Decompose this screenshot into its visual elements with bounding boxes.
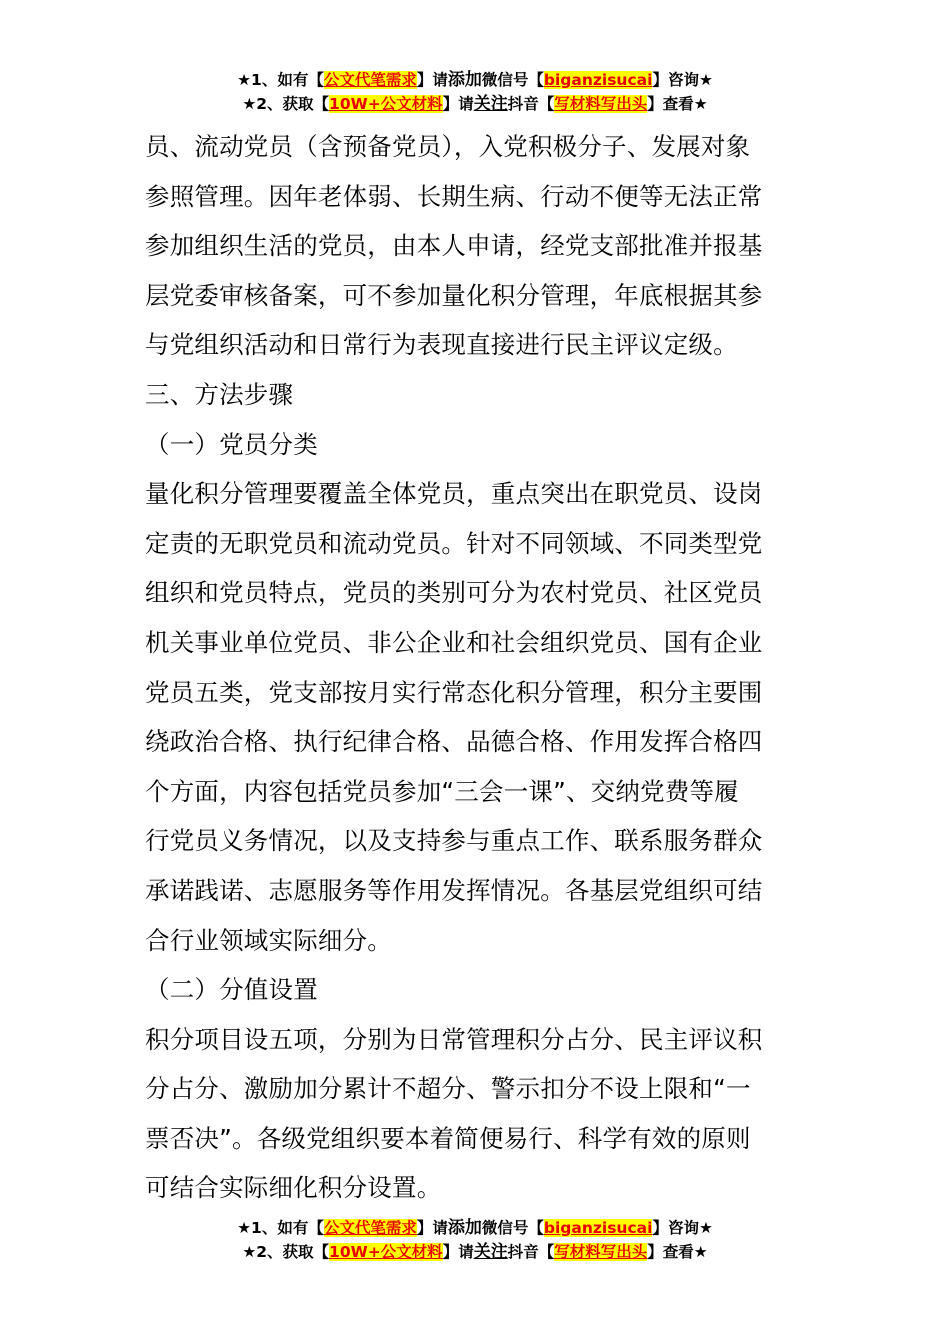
body-line: 参加组织生活的党员，由本人申请，经党支部批准并报基	[145, 231, 763, 261]
emphasis-follow: 关注	[473, 94, 508, 114]
body-line: 票否决”。各级党组织要本着简便易行、科学有效的原则	[145, 1123, 751, 1153]
banner-text: ★1、如有【	[237, 1219, 324, 1237]
highlight-materials: 10W+公文材料	[329, 95, 443, 113]
emphasis-add: 添加	[447, 70, 482, 90]
emphasis-add: 添加	[447, 1218, 482, 1238]
body-line: 积分项目设五项，分别为日常管理积分占分、民主评议积	[145, 1024, 763, 1054]
banner-text: 】咨询★	[652, 1219, 713, 1237]
document-body	[145, 122, 810, 1213]
header-banner	[0, 68, 950, 116]
subsection-heading: （二）分值设置	[145, 975, 318, 1005]
banner-text: 抖音【	[507, 1243, 555, 1261]
banner-text: ★2、获取【	[242, 1243, 330, 1261]
banner-text: 】查看★	[647, 95, 708, 113]
body-line: 机关事业单位党员、非公企业和社会组织党员、国有企业	[145, 627, 763, 657]
banner-text: 微信号【	[481, 71, 544, 89]
body-line: 量化积分管理要覆盖全体党员，重点突出在职党员、设岗	[145, 479, 763, 509]
footer-banner	[0, 1216, 950, 1264]
emphasis-follow: 关注	[473, 1242, 508, 1262]
wechat-id: biganzisucai	[543, 71, 653, 89]
body-line: 个方面，内容包括党员参加“三会一课”、交纳党费等履	[145, 776, 739, 806]
body-line: 可结合实际细化积分设置。	[145, 1173, 442, 1203]
body-line: 参照管理。因年老体弱、长期生病、行动不便等无法正常	[145, 181, 763, 211]
highlight-service: 公文代笔需求	[323, 1219, 417, 1237]
body-line: 与党组织活动和日常行为表现直接进行民主评议定级。	[145, 330, 738, 360]
banner-text: 抖音【	[507, 95, 555, 113]
body-line: 员、流动党员（含预备党员），入党积极分子、发展对象	[145, 132, 751, 161]
wechat-id: biganzisucai	[543, 1219, 653, 1237]
section-heading: 三、方法步骤	[145, 379, 294, 409]
body-line: 承诺践诺、志愿服务等作用发挥情况。各基层党组织可结	[145, 875, 763, 905]
banner-text: 微信号【	[481, 1219, 544, 1237]
banner-line-2	[0, 92, 950, 116]
body-line: 层党委审核备案，可不参加量化积分管理，年底根据其参	[145, 280, 763, 310]
body-line: 行党员义务情况，以及支持参与重点工作、联系服务群众	[145, 826, 763, 856]
subsection-heading: （一）党员分类	[145, 429, 318, 459]
body-line: 合行业领域实际细分。	[145, 925, 392, 955]
highlight-service: 公文代笔需求	[323, 71, 417, 89]
body-line: 组织和党员特点，党员的类别可分为农村党员、社区党员	[145, 578, 763, 608]
douyin-account: 写材料写出头	[554, 1243, 648, 1261]
banner-text: 】请	[442, 95, 474, 113]
banner-line-2	[0, 1240, 950, 1264]
highlight-materials: 10W+公文材料	[329, 1243, 443, 1261]
banner-line-1	[0, 68, 950, 92]
douyin-account: 写材料写出头	[554, 95, 648, 113]
body-line: 定责的无职党员和流动党员。针对不同领域、不同类型党	[145, 528, 763, 558]
banner-text: 】请	[442, 1243, 474, 1261]
banner-text: 】查看★	[647, 1243, 708, 1261]
banner-text: 】请	[416, 1219, 448, 1237]
banner-text: ★2、获取【	[242, 95, 330, 113]
body-line: 分占分、激励加分累计不超分、警示扣分不设上限和“一	[145, 1074, 751, 1104]
banner-line-1	[0, 1216, 950, 1240]
banner-text: 】请	[416, 71, 448, 89]
banner-text: 】咨询★	[652, 71, 713, 89]
body-line: 党员五类，党支部按月实行常态化积分管理，积分主要围	[145, 677, 763, 707]
body-line: 绕政治合格、执行纪律合格、品德合格、作用发挥合格四	[145, 727, 763, 757]
banner-text: ★1、如有【	[237, 71, 324, 89]
